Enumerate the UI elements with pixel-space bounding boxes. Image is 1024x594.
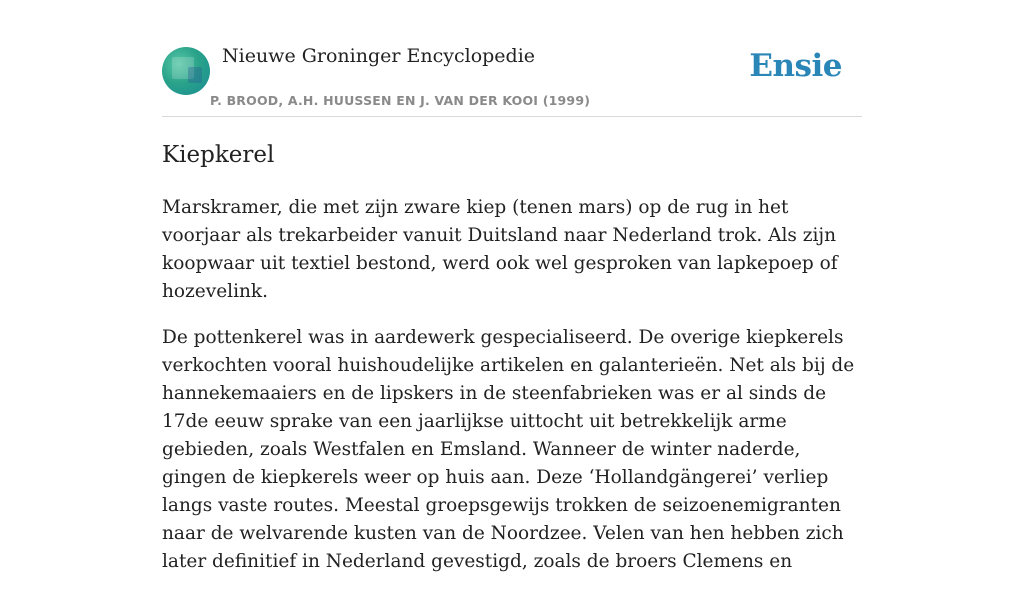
encyclopedia-header bbox=[162, 42, 862, 117]
article-paragraph-1: Marskramer, die met zijn zware kiep (tenen mars) op de rug in het voorjaar als trekarbeider vanuit Duitsland naar Nederland trok. Als zijn koopwaar uit textiel bestond, werd ook wel gesproken van lapkepoep of hozevelink. bbox=[162, 197, 838, 302]
article bbox=[162, 136, 867, 594]
article-paragraph-2: De pottenkerel was in aardewerk gespecialiseerd. De overige kiepkerels verkochten vooral huishoudelijke artikelen en galanterieën. Net als bij de hannekemaaiers en de lipskers in de steenfabrieken was er al sinds de 17de eeuw sprake van een jaarlijkse uittocht uit betrekkelijk arme gebieden, zoals Westfalen en Emsland. Wanneer de winter naderde, gingen de kiepkerels weer op huis aan. Deze ‘Hollandgängerei’ verliep langs vaste routes. Meestal groepsgewijs trokken de seizoenemigranten naar de welvarende kusten van de Noordzee. Velen van hen hebben zich later definitief in Nederland gevestigd, zoals de broers Clemens en bbox=[162, 327, 855, 572]
ensie-logo[interactable]: Ensie bbox=[749, 48, 842, 84]
encyclopedia-authors: P. BROOD, A.H. HUUSSEN EN J. VAN DER KOOI (1999) bbox=[210, 93, 591, 108]
encyclopedia-title[interactable]: Nieuwe Groninger Encyclopedie bbox=[222, 45, 536, 67]
article-title: Kiepkerel bbox=[162, 142, 275, 168]
encyclopedia-cover-avatar[interactable] bbox=[162, 47, 210, 95]
